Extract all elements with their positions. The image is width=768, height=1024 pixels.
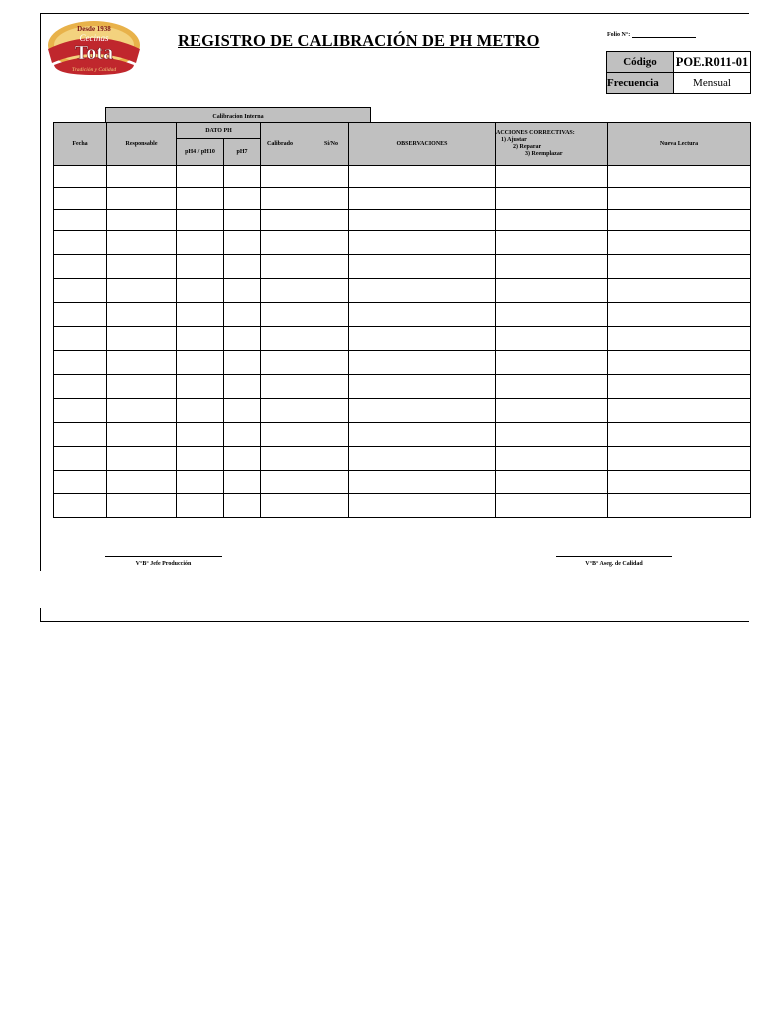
col-observaciones: OBSERVACIONES (349, 123, 496, 166)
table-row (54, 447, 751, 471)
col-calibrado (261, 123, 349, 166)
signature-label: V°B° Aseg. de Calidad (585, 561, 643, 567)
folio-label: Folio N°: (607, 32, 631, 38)
table-row (54, 351, 751, 375)
acciones-title: ACCIONES CORRECTIVAS: (496, 130, 575, 136)
col-dato-ph: DATO PH (177, 123, 261, 139)
codigo-value: POE.R011-01 (674, 52, 751, 73)
frecuencia-label: Frecuencia (607, 73, 674, 94)
company-logo (44, 19, 144, 77)
col-acciones-correctivas (496, 123, 608, 166)
calibration-log-table (53, 122, 751, 518)
folio-input-line[interactable] (632, 32, 696, 38)
table-row (54, 188, 751, 210)
svg-text:Desde 1938: Desde 1938 (77, 25, 111, 33)
table-row (54, 231, 751, 255)
col-ph7: pH7 (224, 139, 261, 166)
table-row (54, 423, 751, 447)
table-row (54, 303, 751, 327)
codigo-label: Código (607, 52, 674, 73)
signature-aseg-calidad (556, 556, 672, 567)
document-meta-table (606, 51, 751, 94)
svg-text:Cecinas: Cecinas (79, 33, 109, 43)
col-fecha: Fecha (54, 123, 107, 166)
accion-ajustar: 1) Ajustar (501, 137, 527, 143)
page-frame-bottom (40, 621, 749, 622)
table-row (54, 471, 751, 494)
table-row (54, 210, 751, 231)
signature-label: V°B° Jefe Producción (135, 561, 192, 567)
col-nueva-lectura: Nueva Lectura (608, 123, 751, 166)
table-row (54, 399, 751, 423)
signature-line[interactable] (556, 556, 672, 557)
calibrado-label: Calibrado (267, 141, 294, 147)
svg-text:Tradición y Calidad: Tradición y Calidad (71, 67, 117, 73)
frecuencia-value: Mensual (674, 73, 751, 94)
accion-reparar: 2) Reparar (513, 144, 542, 150)
svg-text:Tota: Tota (74, 42, 114, 64)
page-frame-top (40, 13, 749, 14)
page-frame-left-lower (40, 608, 41, 622)
signature-line[interactable] (105, 556, 222, 557)
page-frame-left (40, 13, 41, 571)
accion-reemplazar: 3) Reemplazar (525, 151, 563, 157)
signature-jefe-produccion (105, 556, 222, 567)
table-row (54, 494, 751, 518)
col-ph4-ph10: pH4 / pH10 (177, 139, 224, 166)
table-row (54, 255, 751, 279)
table-row (54, 375, 751, 399)
calibracion-interna-header: Calibracion Interna (105, 107, 371, 122)
folio-field (607, 32, 696, 38)
table-body (54, 166, 751, 518)
table-row (54, 327, 751, 351)
table-row (54, 166, 751, 188)
col-responsable: Responsable (107, 123, 177, 166)
page-title: REGISTRO DE CALIBRACIÓN DE PH METRO (178, 31, 540, 50)
table-row (54, 279, 751, 303)
si-no-label: Si/No (324, 141, 339, 147)
